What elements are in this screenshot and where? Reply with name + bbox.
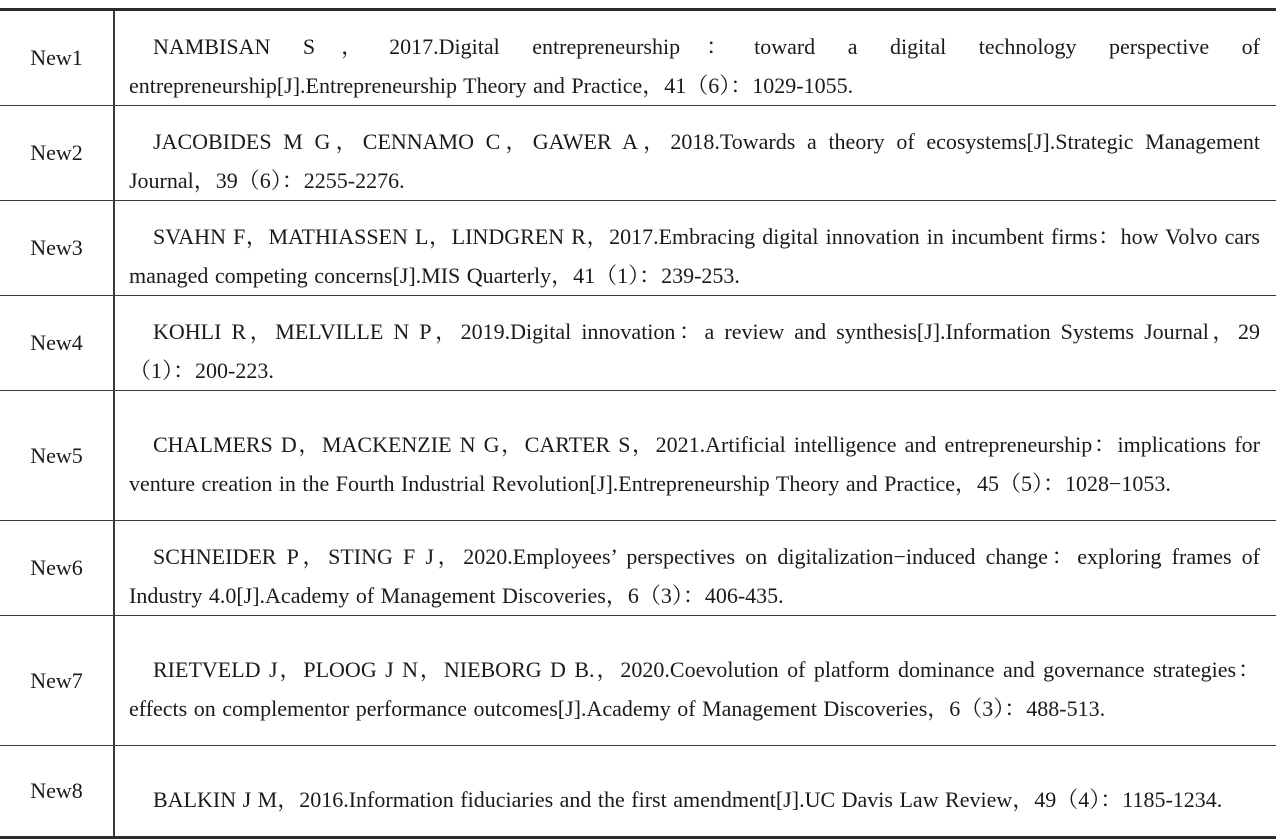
table-row [0,106,1276,201]
table-row [0,296,1276,391]
table-row [0,391,1276,521]
reference-id: New4 [0,296,114,391]
reference-id: New2 [0,106,114,201]
table-row [0,201,1276,296]
reference-table [0,8,1276,839]
reference-text: NAMBISAN S，2017.Digital entrepreneurship：toward a digital technology perspective of entrepreneurship[J].Entrepreneurship Theory and Practice，41（6）：1029-1055. [129,34,1260,98]
reference-text: SVAHN F，MATHIASSEN L，LINDGREN R，2017.Embracing digital innovation in incumbent firms：how Volvo cars managed competing concerns[J].MIS Quarterly，41（1）：239-253. [114,201,1276,296]
table-row [0,521,1276,616]
reference-id: New1 [0,10,114,106]
reference-id: New6 [0,521,114,616]
reference-id: New8 [0,746,114,838]
table-row [0,746,1276,838]
table-row [0,616,1276,746]
reference-text: CHALMERS D，MACKENZIE N G，CARTER S，2021.Artificial intelligence and entrepreneurship：implications for venture creation in the Fourth Industrial Revolution[J].Entrepreneurship Theory and Practice，45（5）：1028−1053. [114,391,1276,521]
reference-text: SCHNEIDER P，STING F J，2020.Employees’ perspectives on digitalization−induced change：exploring frames of Industry 4.0[J].Academy of Management Discoveries，6（3）：406-435. [114,521,1276,616]
table-row [0,10,1276,106]
reference-id: New7 [0,616,114,746]
reference-id: New3 [0,201,114,296]
reference-text: KOHLI R，MELVILLE N P，2019.Digital innovation：a review and synthesis[J].Information Systems Journal，29（1）：200-223. [114,296,1276,391]
reference-text: JACOBIDES M G，CENNAMO C，GAWER A，2018.Towards a theory of ecosystems[J].Strategic Management Journal，39（6）：2255-2276. [114,106,1276,201]
reference-text: RIETVELD J，PLOOG J N，NIEBORG D B.，2020.Coevolution of platform dominance and governance strategies：effects on complementor performance outcomes[J].Academy of Management Discoveries，6（3）：488-513. [114,616,1276,746]
reference-text: BALKIN J M，2016.Information fiduciaries and the first amendment[J].UC Davis Law Review，49（4）：1185-1234. [114,746,1276,838]
reference-id: New5 [0,391,114,521]
